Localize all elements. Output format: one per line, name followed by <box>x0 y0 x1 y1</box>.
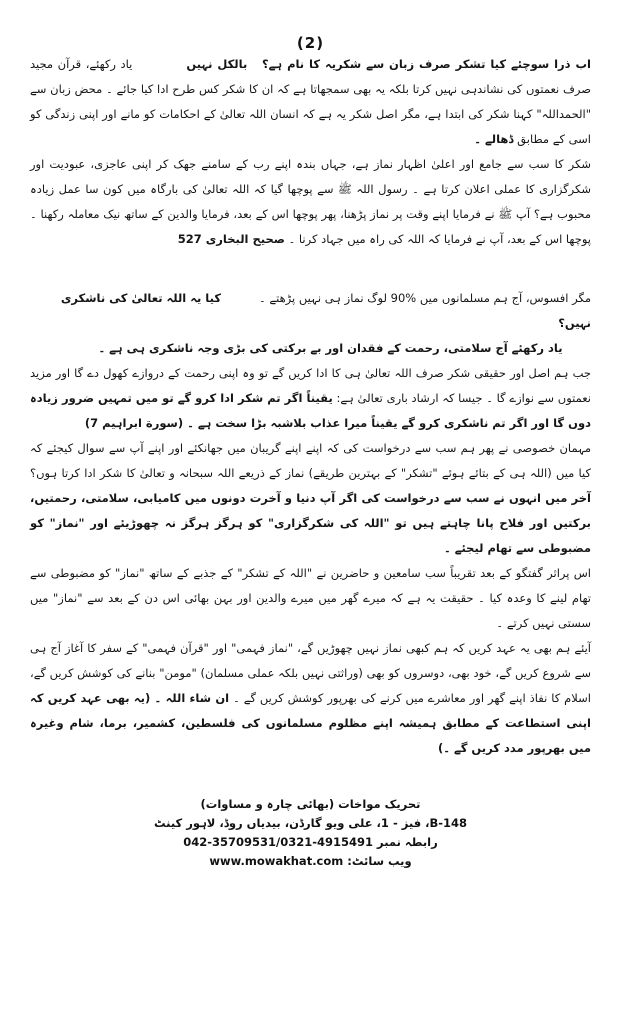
organization-address: B-148، فیز - 1، علی ویو گارڈن، بیدیاں روڈ، لاہور کینٹ <box>153 816 468 830</box>
paragraph-namaz-hadith <box>30 152 591 252</box>
paragraph-body-text: جب ہم اصل اور حقیقی شکر صرف اللہ تعالیٰ ہی کا ادا کریں گے تو وہ اپنی رحمت کے دروازے کھول دے گا اور مزید نعمتوں سے نوازے گا ۔ جیسا کہ ارشاد باری تعالیٰ ہے: <box>30 366 592 405</box>
paragraph-body-text: اس پراثر گفتگو کے بعد تقریباً سب سامعین و حاضرین نے "اللہ کے تشکر" کے جذبے کے ساتھ "نماز" کو مضبوطی سے تھام لینے کا وعدہ کیا ۔ حقیقت یہ ہے کہ میرے گھر میں میرے والدین اور بہن بھائی اس دن کے بعد سے "نماز" میں سستی نہیں کرتے ۔ <box>30 566 591 630</box>
statistic-line <box>30 286 591 336</box>
bold-tail: ڈھالے ۔ <box>474 132 514 146</box>
organization-footer <box>30 795 591 871</box>
hadith-reference: صحیح البخاری 527 <box>177 232 285 246</box>
bold-question: کیا یہ اللہ تعالیٰ کی ناشکری نہیں؟ <box>60 291 591 330</box>
bold-request: آخر میں انہوں نے سب سے درخواست کی اگر آپ دنیا و آخرت دونوں میں کامیابی، سلامتی، رحمتیں، برکتیں اور فلاح پانا چاہتے ہیں تو "اللہ کی شکرگزاری" کو ہرگز ہرگز نہ چھوڑیئے اور "نماز" کو مضبوطی سے تھام لیجئے ۔ <box>30 491 591 555</box>
paragraph-nashukri-section <box>30 286 591 436</box>
quran-quote-paragraph <box>30 361 591 436</box>
bold-reminder: یاد رکھئے آج سلامتی، رحمت کے فقدان اور بے برکتی کی بڑی وجہ ناشکری ہی ہے ۔ <box>98 341 563 355</box>
paragraph-body-text: آیئے ہم بھی یہ عہد کریں کہ ہم کبھی نماز نہیں چھوڑیں گے، "نماز فہمی" اور "قرآن فہمی" کے سفر کا آغاز آج ہی سے شروع کریں گے، خود بھی، دوسروں کو بھی (وراثتی نہیں بلکہ عملی مسلمان) "مومن" بنانے کی کوشش کریں گے، اسلام کا نفاذ اپنے گھر اور معاشرے میں کرنے کی بھرپور کوشش کریں گے ۔ <box>30 641 591 705</box>
quran-quote: یقیناً اگر تم شکر ادا کرو گے تو میں تمہیں ضرور زیادہ دوں گا اور اگر تم ناشکری کرو گے یقیناً میرا عذاب بلاشبہ بڑا سخت ہے ۔ (سورة ابراہیم 7) <box>30 391 591 430</box>
phone-numbers: 042-35709531/0321-4915491 <box>183 835 374 849</box>
phone-label: رابطہ نمبر <box>377 835 438 849</box>
organization-name: تحریک مواخات (بھائی چارہ و مساوات) <box>200 797 421 811</box>
paragraph-pledge <box>30 636 591 761</box>
paragraph-guest-request <box>30 436 591 561</box>
paragraph-body-text: یاد رکھئے، قرآن مجید صرف نعمتوں کی نشاندہی نہیں کرتا بلکہ یہ بھی سمجھاتا ہے کہ ان کا شکر کس طرح ادا کیا جائے ۔ محض زبان سے "الحمداللہ" کہنا شکر کی ابتدا ہے، مگر اصل شکر یہ ہے کہ انسان اللہ تعالیٰ کے احکامات کو مانے اور اپنی زندگی کو اسی کے مطابق <box>30 57 591 146</box>
website-url: www.mowakhat.com <box>209 854 344 868</box>
paragraph-tashakkur-question <box>30 52 591 152</box>
statistic-text: مگر افسوس، آج ہم مسلمانوں میں %90 لوگ نماز ہی نہیں پڑھتے ۔ <box>259 291 591 305</box>
contact-phone-line <box>30 833 591 852</box>
page-number: (2) <box>296 34 325 52</box>
website-line <box>30 852 591 871</box>
bold-pledge-note: ان شاء اللہ ۔ (یہ بھی عہد کریں کہ اپنی استطاعت کے مطابق ہمیشہ اپنے مظلوم مسلمانوں کی فلسطین، کشمیر، برما، شام وغیرہ میں بھرپور مدد کریں گے ۔) <box>30 691 591 755</box>
bold-question-lead: اب ذرا سوچئے کیا تشکر صرف زبان سے شکریہ کا نام ہے؟ بالکل نہیں <box>186 57 591 71</box>
paragraph-body-text: مہمان خصوصی نے پھر ہم سب سے درخواست کی کہ اپنے اپنے گریبان میں جھانکئے اور اپنے آپ سے سوال کیجئے کہ کیا میں (اللہ ہی کے بتائے ہوئے "تشکر" کے بہترین طریقے) نماز کے ذریعے اللہ سبحانہ و تعالیٰ کا شکر ادا کرتا ہوں؟ <box>30 441 591 480</box>
paragraph-body-text: شکر کا سب سے جامع اور اعلیٰ اظہار نماز ہے، جہاں بندہ اپنے رب کے سامنے جھک کر اپنی عاجزی، عبودیت اور شکرگزاری کا عملی اعلان کرتا ہے ۔ رسول اللہ ﷺ سے پوچھا گیا کہ اللہ تعالیٰ کی بارگاہ میں کون سا عمل زیادہ محبوب ہے؟ آپ ﷺ نے فرمایا اپنے وقت پر نماز پڑھنا، پھر پوچھا اس کے بعد، فرمایا والدین کے ساتھ نیک معاملہ رکھنا ۔ پوچھا اس کے بعد، آپ نے فرمایا کہ اللہ کی راہ میں جہاد کرنا ۔ <box>30 157 591 246</box>
paragraph-audience-promise <box>30 561 591 636</box>
reminder-line <box>30 336 591 361</box>
website-label: ویب سائٹ: <box>347 854 412 868</box>
